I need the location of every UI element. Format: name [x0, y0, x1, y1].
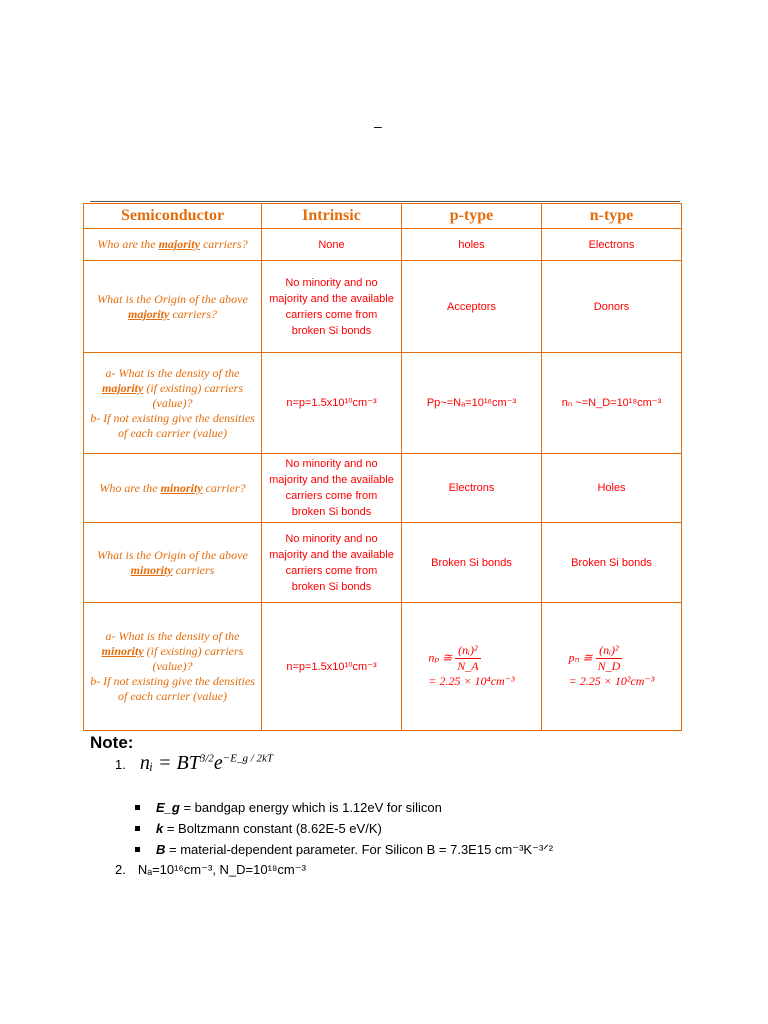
list-item: B = material-dependent parameter. For Silicon B = 7.3E15 cm⁻³K⁻³ᐟ²: [135, 839, 553, 860]
n-type-cell: nₙ ~=N_D=10¹⁸cm⁻³: [542, 353, 682, 454]
table-header-row: [84, 204, 682, 229]
table-row: [84, 261, 682, 353]
n-type-cell: Donors: [542, 261, 682, 353]
page-dash: –: [374, 118, 382, 134]
table-row: [84, 353, 682, 454]
note-bullet-list: [135, 797, 553, 860]
question-cell: a- What is the density of the minority (if existing) carriers (value)? b- If not existing give the densities of each carrier (value): [84, 603, 262, 731]
p-type-cell: Broken Si bonds: [402, 523, 542, 603]
doping-concentrations-note: [115, 862, 306, 878]
intrinsic-cell: n=p=1.5x10¹⁰cm⁻³: [262, 353, 402, 454]
intrinsic-cell: No minority and no majority and the available carriers come from broken Si bonds: [262, 454, 402, 523]
equation-text: nᵢ = $BT^{3/2}e^{-E\_g / 2kT}$: [139, 752, 273, 774]
p-type-cell: Electrons: [402, 454, 542, 523]
top-rule: [90, 201, 680, 202]
table-row: [84, 603, 682, 731]
table-row: [84, 454, 682, 523]
bullet-square-icon: [135, 805, 140, 810]
p-type-cell: Acceptors: [402, 261, 542, 353]
table-row: [84, 229, 682, 261]
note-title: Note:: [90, 733, 134, 752]
minority-density-p-formula: nₚ ≅ $\frac{\text{(nᵢ)²}}{N\_A}$ = 2.25 × 10⁴cm⁻³: [428, 643, 515, 688]
p-type-cell: holes: [402, 229, 542, 261]
question-cell: What is the Origin of the above minority carriers: [84, 523, 262, 603]
list-item: E_g = bandgap energy which is 1.12eV for silicon: [135, 797, 553, 818]
header-intrinsic: Intrinsic: [262, 204, 402, 229]
note-item-number: 2.: [115, 862, 126, 877]
n-type-cell: Broken Si bonds: [542, 523, 682, 603]
header-n-type: n-type: [542, 204, 682, 229]
n-type-formula-cell: [542, 603, 682, 731]
minority-density-n-formula: pₙ ≅ $\frac{\text{(nᵢ)²}}{N\_D}$ = 2.25 × 10²cm⁻³: [568, 643, 655, 688]
n-type-cell: Holes: [542, 454, 682, 523]
bullet-square-icon: [135, 826, 140, 831]
doping-values: Nₐ=10¹⁶cm⁻³, N_D=10¹⁸cm⁻³: [137, 862, 306, 877]
intrinsic-cell: None: [262, 229, 402, 261]
note-item-number: 1.: [115, 757, 126, 772]
intrinsic-cell: No minority and no majority and the available carriers come from broken Si bonds: [262, 523, 402, 603]
intrinsic-density-equation: [115, 752, 273, 775]
header-semiconductor: Semiconductor: [84, 204, 262, 229]
bullet-square-icon: [135, 847, 140, 852]
intrinsic-cell: n=p=1.5x10¹⁰cm⁻³: [262, 603, 402, 731]
question-cell: a- What is the density of the majority (if existing) carriers (value)? b- If not existing give the densities of each carrier (value): [84, 353, 262, 454]
list-item: k = Boltzmann constant (8.62E-5 eV/K): [135, 818, 553, 839]
n-type-cell: Electrons: [542, 229, 682, 261]
intrinsic-cell: No minority and no majority and the available carriers come from broken Si bonds: [262, 261, 402, 353]
question-cell: Who are the minority carrier?: [84, 454, 262, 523]
table-row: [84, 523, 682, 603]
p-type-cell: Pp~=Nₐ=10¹⁶cm⁻³: [402, 353, 542, 454]
question-cell: What is the Origin of the above majority carriers?: [84, 261, 262, 353]
semiconductor-table: [83, 203, 682, 731]
p-type-formula-cell: [402, 603, 542, 731]
header-p-type: p-type: [402, 204, 542, 229]
question-cell: Who are the majority carriers?: [84, 229, 262, 261]
